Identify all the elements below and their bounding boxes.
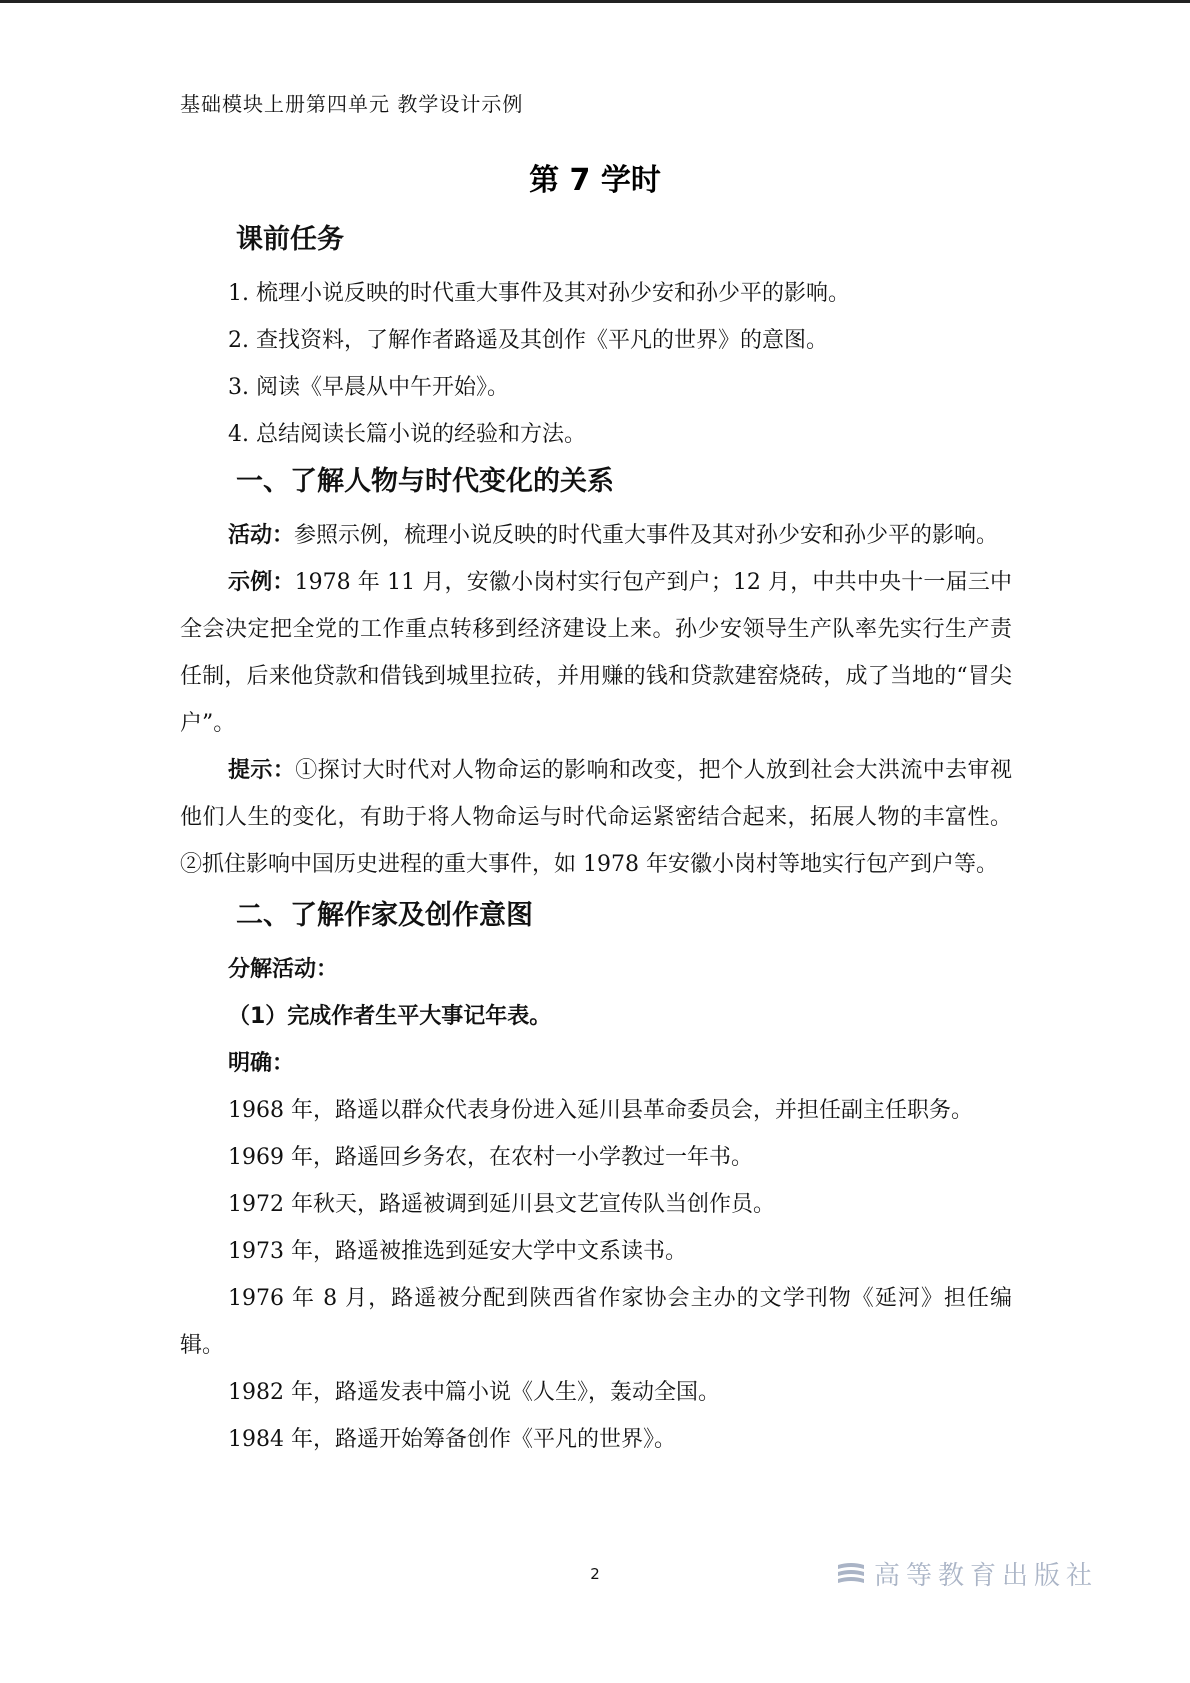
timeline-item: 1972 年秋天，路遥被调到延川县文艺宣传队当创作员。: [228, 1192, 775, 1217]
top-rule: [0, 0, 1190, 3]
section1-activity: [180, 512, 1012, 559]
timeline-item: 1976 年 8 月，路遥被分配到陕西省作家协会主办的文学刊物《延河》担任编辑。: [180, 1286, 1012, 1358]
publisher-emblem-icon: [836, 1561, 866, 1587]
task-item: （1）完成作者生平大事记年表。: [228, 1004, 552, 1029]
example-label: 示例：: [228, 570, 295, 595]
page-title: 第 7 学时: [529, 163, 661, 198]
activity-label: 活动：: [228, 523, 295, 548]
sub-activity-label: 分解活动：: [228, 957, 339, 982]
pre-class-item-2: 2. 查找资料，了解作者路遥及其创作《平凡的世界》的意图。: [228, 328, 828, 353]
tip-text: ①探讨大时代对人物命运的影响和改变，把个人放到社会大洪流中去审视他们人生的变化，有助于将人物命运与时代命运紧密结合起来，拓展人物的丰富性。②抓住影响中国历史进程的重大事件，如 1978 年安徽小岗村等地实行包产到户等。: [180, 758, 1012, 877]
pre-class-item-1: 1. 梳理小说反映的时代重大事件及其对孙少安和孙少平的影响。: [228, 281, 850, 306]
publisher-logo: [836, 1555, 1098, 1592]
timeline-item: 1969 年，路遥回乡务农，在农村一小学教过一年书。: [228, 1145, 753, 1170]
pre-class-item-4: 4. 总结阅读长篇小说的经验和方法。: [228, 422, 586, 447]
timeline-item: 1984 年，路遥开始筹备创作《平凡的世界》。: [228, 1427, 676, 1452]
tip-label: 提示：: [228, 758, 296, 783]
publisher-name: 高等教育出版社: [874, 1561, 1099, 1591]
example-text: 1978 年 11 月，安徽小岗村实行包产到户；12 月，中共中央十一届三中全会决定把全党的工作重点转移到经济建设上来。孙少安领导生产队率先实行生产责任制，后来他贷款和借钱到城里拉砖，并用赚的钱和贷款建窑烧砖，成了当地的“冒尖户”。: [180, 570, 1012, 736]
page-number: 2: [590, 1565, 600, 1583]
pre-class-item-3: 3. 阅读《早晨从中午开始》。: [228, 375, 509, 400]
timeline-item: 1968 年，路遥以群众代表身份进入延川县革命委员会，并担任副主任职务。: [228, 1098, 973, 1123]
document-body: [180, 218, 1012, 1463]
activity-text: 参照示例，梳理小说反映的时代重大事件及其对孙少安和孙少平的影响。: [294, 523, 999, 548]
answer-label: 明确：: [228, 1051, 295, 1076]
pre-class-heading: 课前任务: [236, 224, 344, 255]
section2-heading: 二、了解作家及创作意图: [236, 900, 533, 931]
running-header: 基础模块上册第四单元 教学设计示例: [180, 92, 524, 116]
timeline-item: 1973 年，路遥被推选到延安大学中文系读书。: [228, 1239, 687, 1264]
section1-example: [180, 559, 1012, 747]
section1-tip: [180, 747, 1012, 888]
timeline-item: 1982 年，路遥发表中篇小说《人生》，轰动全国。: [228, 1380, 720, 1405]
section1-heading: 一、了解人物与时代变化的关系: [236, 466, 614, 497]
